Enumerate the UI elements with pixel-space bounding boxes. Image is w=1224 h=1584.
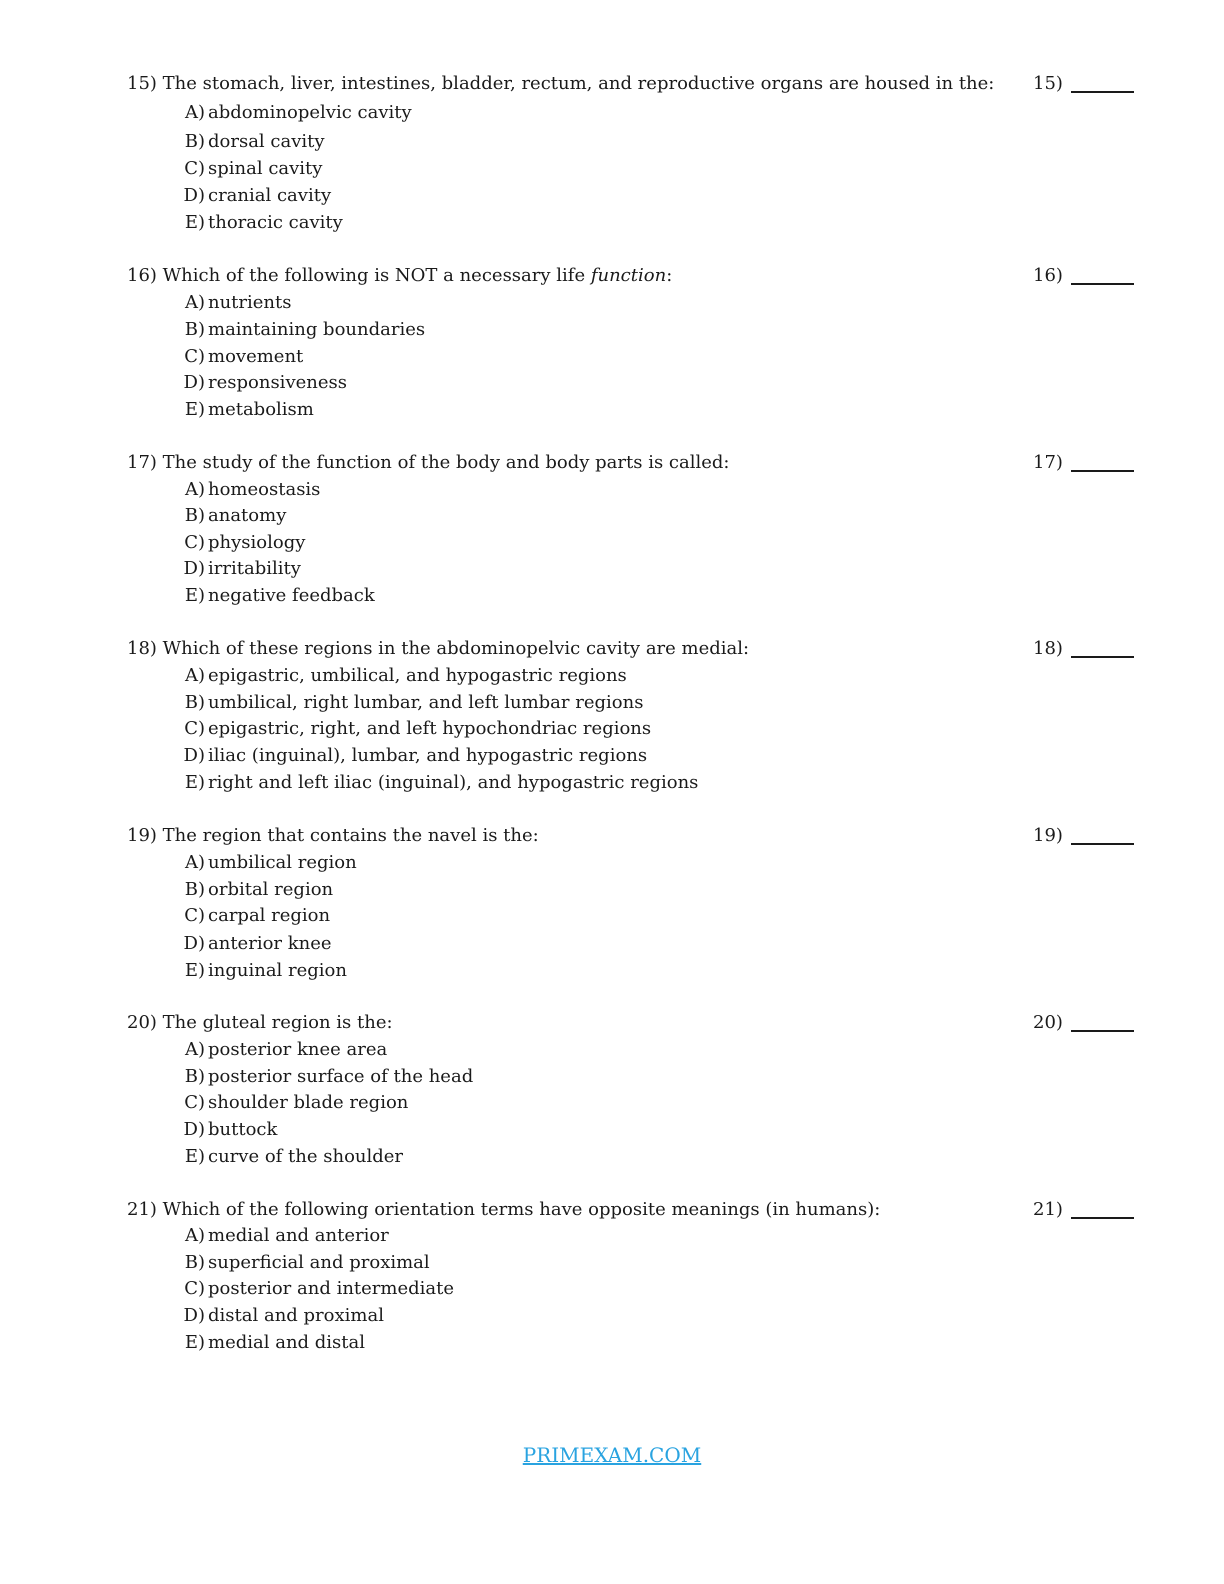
question-stem [127, 265, 672, 287]
question-stem [127, 1199, 880, 1221]
answer-blank[interactable] [1071, 1217, 1134, 1219]
option-a: A) homeostasis [184, 479, 321, 500]
question-19 [127, 825, 1137, 995]
question-number: 16) [127, 265, 157, 286]
question-15 [127, 73, 1137, 243]
option-e: E) inguinal region [184, 960, 347, 981]
question-text: Which of the following is NOT a necessary life function: [162, 265, 673, 286]
option-a: A) abdominopelvic cavity [184, 102, 412, 123]
question-number: 18) [127, 638, 157, 659]
answer-blank[interactable] [1071, 656, 1134, 658]
option-c: C) epigastric, right, and left hypochondriac regions [184, 718, 652, 739]
answer-number: 18) [1033, 638, 1063, 659]
primexam-link[interactable]: PRIMEXAM.COM [522, 1443, 702, 1467]
answer-blank[interactable] [1071, 843, 1134, 845]
option-a: A) nutrients [184, 292, 292, 313]
option-b: B) superficial and proximal [184, 1252, 430, 1273]
option-b: B) umbilical, right lumbar, and left lumbar regions [184, 692, 644, 713]
option-e: E) medial and distal [184, 1332, 366, 1353]
option-c: C) shoulder blade region [184, 1092, 409, 1113]
answer-number: 17) [1033, 452, 1063, 473]
option-b: B) posterior surface of the head [184, 1066, 474, 1087]
option-b: B) dorsal cavity [184, 131, 325, 152]
question-number: 17) [127, 452, 157, 473]
option-b: B) maintaining boundaries [184, 319, 426, 340]
option-d: D) cranial cavity [183, 185, 332, 206]
question-stem [127, 73, 994, 95]
option-e: E) negative feedback [184, 585, 375, 606]
question-text: The region that contains the navel is the: [162, 825, 539, 846]
answer-number: 15) [1033, 73, 1063, 94]
question-text: Which of these regions in the abdominopelvic cavity are medial: [162, 638, 750, 659]
question-16 [127, 265, 1137, 435]
question-text: The stomach, liver, intestines, bladder, rectum, and reproductive organs are housed in the: [162, 73, 995, 94]
option-b: B) orbital region [184, 879, 334, 900]
option-d: D) irritability [183, 558, 301, 579]
question-stem [127, 1012, 393, 1034]
question-stem [127, 638, 749, 660]
question-text: The gluteal region is the: [162, 1012, 393, 1033]
option-c: C) posterior and intermediate [184, 1278, 455, 1299]
answer-number: 20) [1033, 1012, 1063, 1033]
footer [0, 1442, 1224, 1468]
answer-number: 19) [1033, 825, 1063, 846]
answer-number: 21) [1033, 1199, 1063, 1220]
option-c: C) physiology [184, 532, 306, 553]
option-c: C) carpal region [184, 905, 331, 926]
answer-number: 16) [1033, 265, 1063, 286]
option-c: C) spinal cavity [184, 158, 323, 179]
option-e: E) right and left iliac (inguinal), and hypogastric regions [184, 772, 699, 793]
question-21 [127, 1199, 1137, 1369]
question-number: 21) [127, 1199, 157, 1220]
answer-blank[interactable] [1071, 91, 1134, 93]
option-d: D) responsiveness [183, 372, 347, 393]
question-number: 19) [127, 825, 157, 846]
option-a: A) epigastric, umbilical, and hypogastric regions [184, 665, 627, 686]
answer-blank[interactable] [1071, 283, 1134, 285]
answer-blank[interactable] [1071, 1030, 1134, 1032]
option-b: B) anatomy [184, 505, 287, 526]
option-d: D) iliac (inguinal), lumbar, and hypogastric regions [183, 745, 648, 766]
option-d: D) anterior knee [183, 933, 332, 954]
option-e: E) curve of the shoulder [184, 1146, 404, 1167]
option-c: C) movement [184, 346, 304, 367]
option-a: A) medial and anterior [184, 1225, 389, 1246]
answer-blank[interactable] [1071, 470, 1134, 472]
option-d: D) buttock [183, 1119, 278, 1140]
option-e: E) metabolism [184, 399, 314, 420]
question-number: 20) [127, 1012, 157, 1033]
question-number: 15) [127, 73, 157, 94]
question-text: The study of the function of the body and body parts is called: [162, 452, 730, 473]
question-18 [127, 638, 1137, 808]
option-a: A) posterior knee area [184, 1039, 388, 1060]
option-e: E) thoracic cavity [184, 212, 343, 233]
question-17 [127, 452, 1137, 622]
emphasized-word: function [590, 265, 667, 286]
question-text: Which of the following orientation terms have opposite meanings (in humans): [162, 1199, 881, 1220]
question-20 [127, 1012, 1137, 1182]
option-a: A) umbilical region [184, 852, 357, 873]
question-stem [127, 825, 539, 847]
question-stem [127, 452, 729, 474]
option-d: D) distal and proximal [183, 1305, 384, 1326]
